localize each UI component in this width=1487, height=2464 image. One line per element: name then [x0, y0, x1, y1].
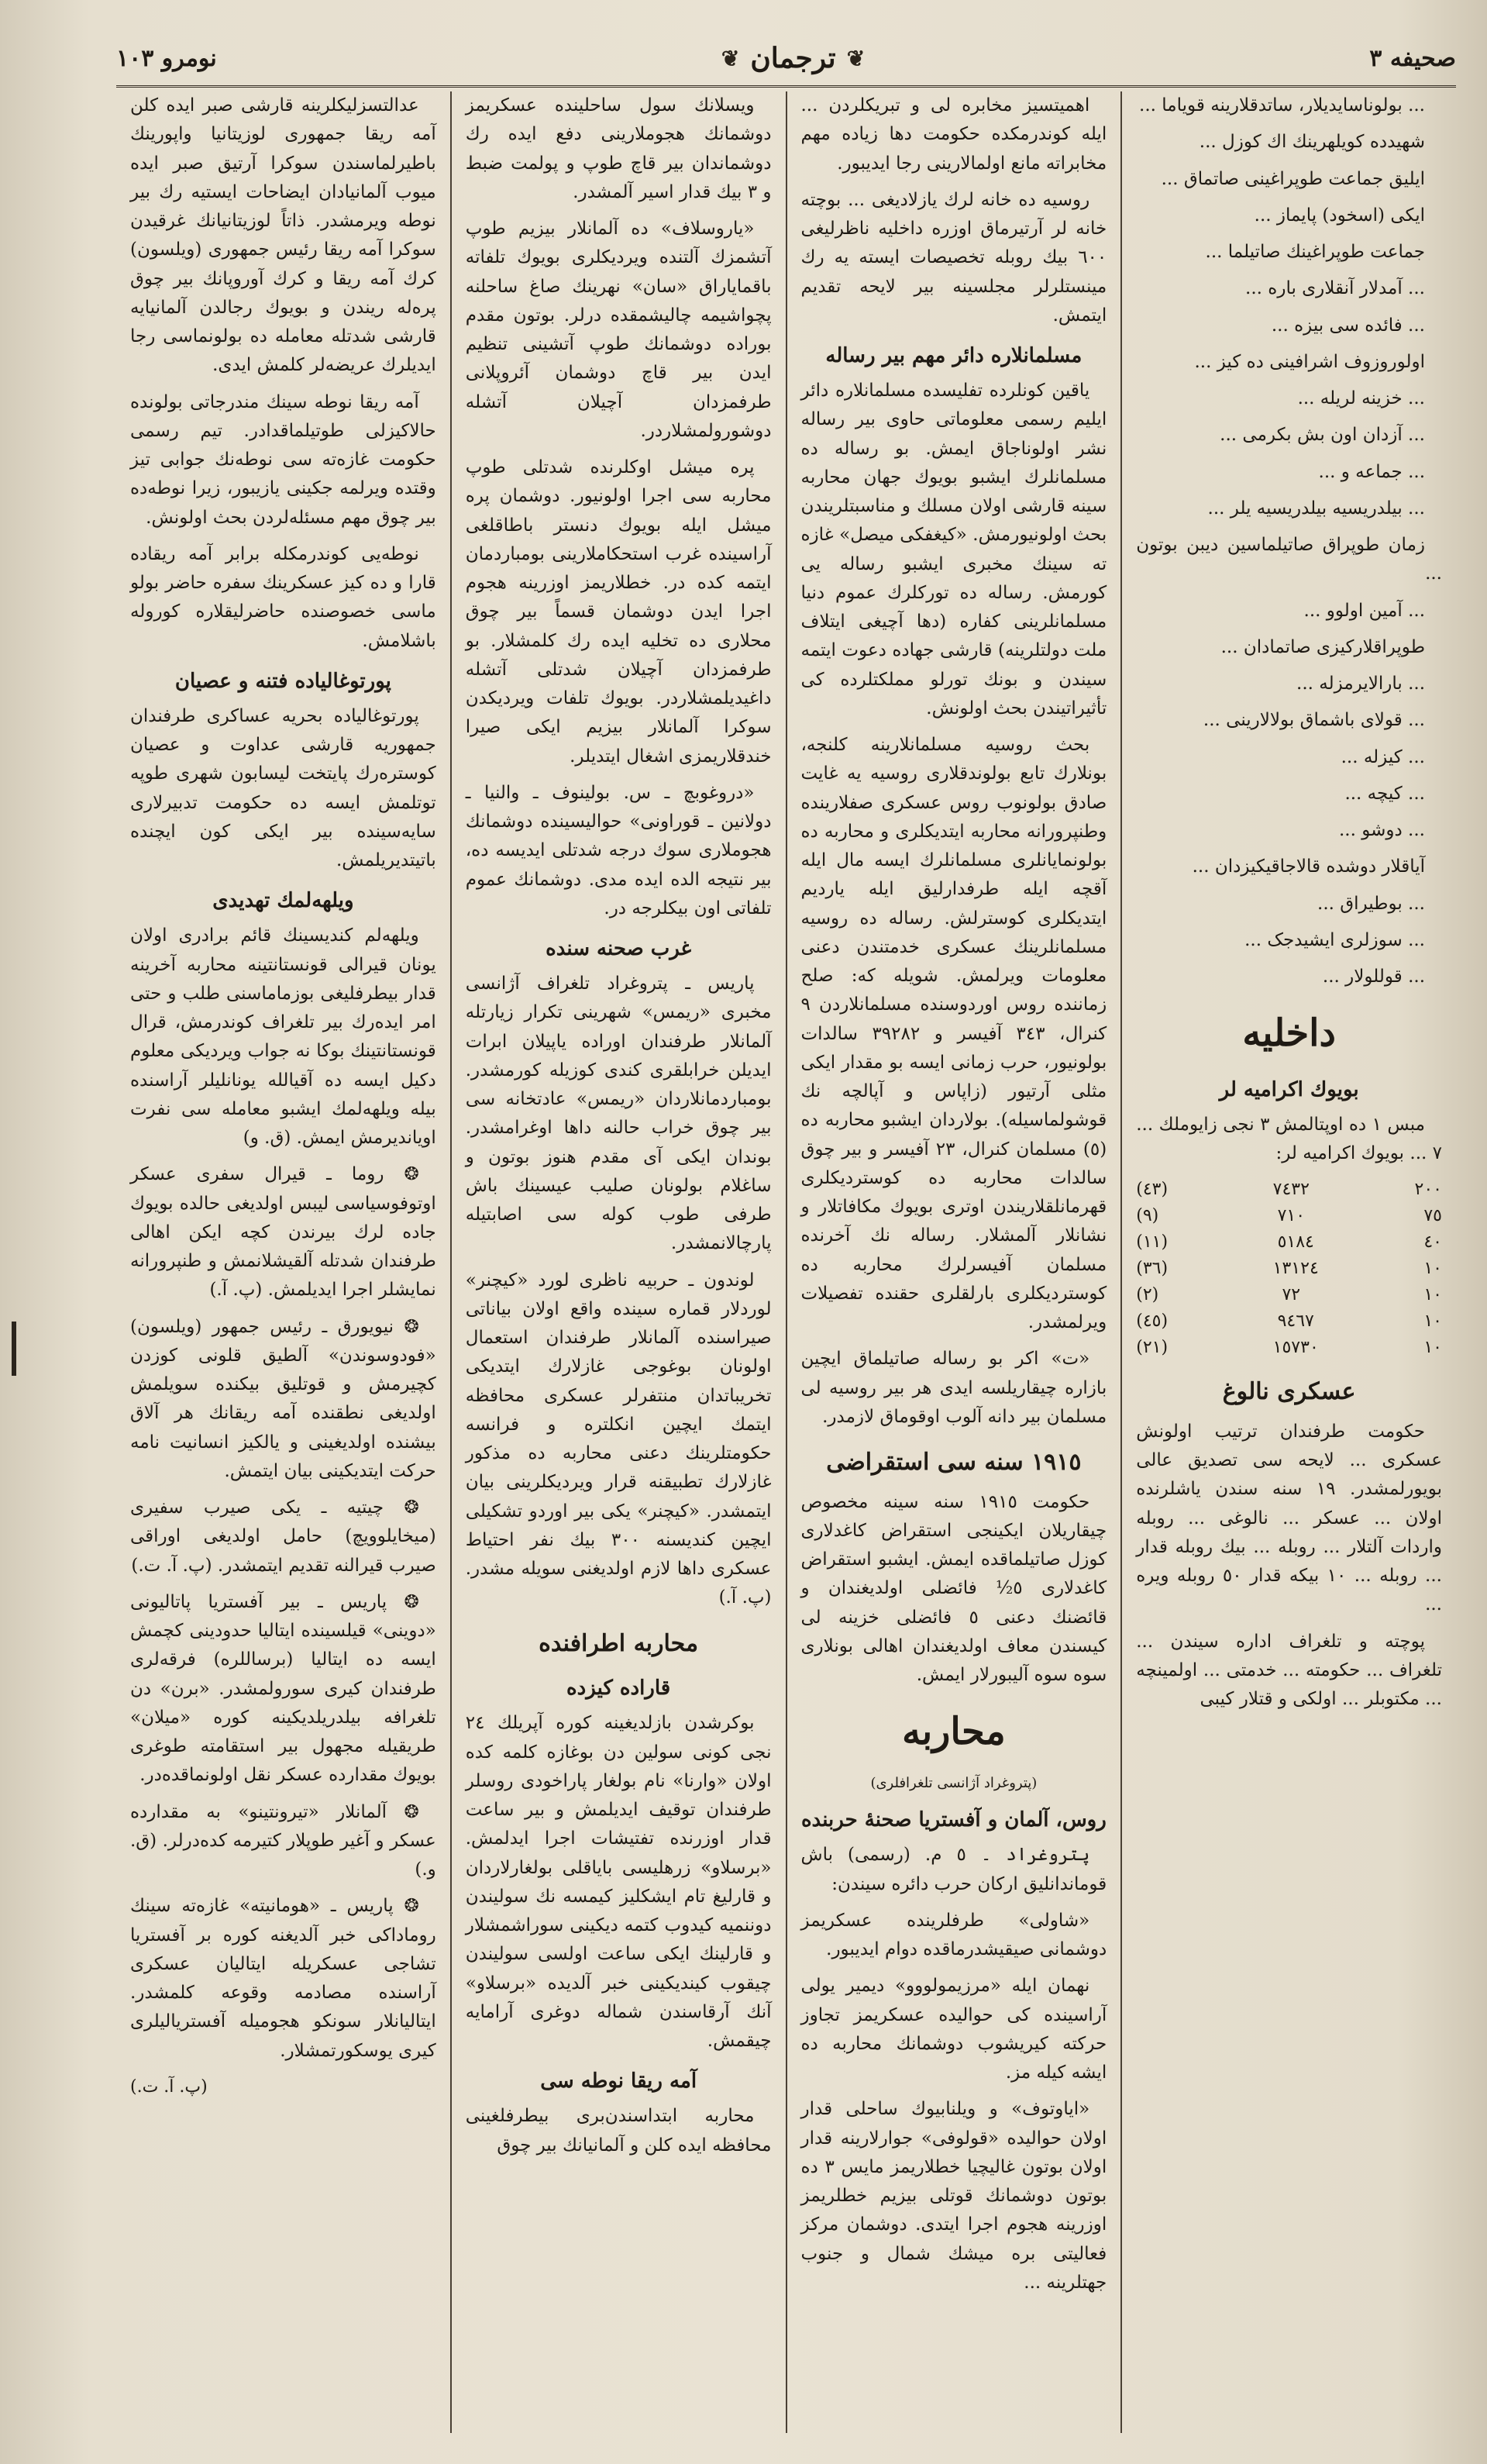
- article-paragraph: حکومت ١٩١٥ سنه سینه مخصوص چیقاریلان ایکینجی استقراض کاغدلاری کوزل صاتیلماقده ایمش. ایشبو استقراض کاغدلاری ٥½ فائضلی اولدیغندان و قائضنك دعنی ٥ فائضلی خزینه لی کیسندن معاف اولدیغندان اهالی بونلاری سوه سوه آلیبورلار ایمش.: [800, 1491, 1107, 1686]
- table-cell: (٩): [1136, 1205, 1159, 1225]
- table-cell: ١٠: [1423, 1311, 1442, 1332]
- article-subheading: آمه ریقا نوطه سی: [540, 2069, 697, 2094]
- table-cell: ١٠: [1423, 1258, 1442, 1278]
- article-paragraph: ... بارالایرمزله ...: [1296, 674, 1425, 694]
- issue-number: نومرو ١٠٣: [116, 44, 217, 72]
- table-cell: ٩٤٦٧: [1277, 1311, 1314, 1332]
- article-paragraph: ایکی (اسخود) پایماز ...: [1254, 205, 1425, 226]
- table-cell: (٤٣): [1136, 1179, 1169, 1199]
- article-paragraph: پتروغراد ۔ ٥ م. (رسمی) باش قوماندانلیق ارکان حرب دائره سیندن:: [800, 1845, 1107, 1894]
- table-cell: (١١): [1136, 1232, 1169, 1252]
- article-paragraph: شهیدده کویلهرینك اك کوزل ...: [1199, 132, 1425, 153]
- article-heading: ویلهه‌لمك تهدیدی: [212, 889, 354, 913]
- article-paragraph: محاربه ابتداسندن‌بری بیطرفلغینی محافظه ایده کلن و آلمانیانك بیر چوق: [465, 2106, 772, 2156]
- table-cell: ٧٤٣٢: [1272, 1179, 1310, 1199]
- bullet-icon: ❂: [387, 1801, 419, 1822]
- article-paragraph: «ت» اکر بو رساله صاتیلماق ایچین بازاره چیقاریلسه ایدی هر بیر روسیه لی مسلمان بیر دانه آلوب اوقوماق لازمدر.: [800, 1349, 1107, 1427]
- lottery-table: [1136, 1177, 1442, 1362]
- bullet-icon: ❂: [387, 1591, 419, 1612]
- table-cell: ١٠: [1423, 1338, 1442, 1358]
- column-4: [116, 91, 450, 2433]
- article-paragraph: بوکرشدن بازلدیغینه کوره آپریلك ٢٤ نجی کونی سولین دن بوغازه کلمه کده اولان «وارنا» نام بولغار پاراخودی روسلر طرفندان توقیف ایدیلمش و بیر ساعت قدار اوزرنده تفتیشات اجرا ایدلمش. «برسلاو» زرهلیسی بایاقلی بولغارلاردان و قارلیغ تام ایشکلیز کیمسه نك سولیندن دوننمیه کیدوب کتمه دیکینی سوراشمشلار و قارلینك ایکی ساعت اولسی سولیندن چیقوب کیندیکینی خبر آلدیده «برسلاو» آنك آرقاسندن شماله دوغری آرامایه چیقمش.: [465, 1713, 772, 2052]
- news-item: ❂ نیویورق ـ رئیس جمهور (ویلسون) «فودوسوندن» آلطیق قلونی کوزدن کچیرمش و قوتلیق بیکنده سویلمش اولدیغی نطقنده آمه ریقانك هر آلاق بیشنده اولدیغینی و یالکیز انسانیت نامه حرکت ایتدیکینی بیان ایتمش.: [130, 1316, 436, 1481]
- article-heading: مسلمانلاره دائر مهم بیر رساله: [825, 344, 1083, 367]
- dakhila-subheading: بویوك اکرامیه لر: [1219, 1078, 1359, 1101]
- article-heading: پورتوغالیاده فتنه و عصیان: [174, 669, 391, 693]
- post-text: پوچته و تلغراف اداره سیندن ... تلغراف ... حکومته ... خدمتی ... اولمینچه ... مکتوبلر ... اولکی و قتلار کیبی: [1136, 1631, 1442, 1710]
- bullet-icon: ❂: [384, 1164, 419, 1185]
- article-paragraph: زمان طوپراق صاتیلماسین دیبن بوتون ...: [1136, 535, 1442, 584]
- article-paragraph: «ایاوتوف» و ویلنابیوك ساحلی قدار اولان حوالیده «قولوفی» جوارلارینه قدار اولان بوتون غالیچیا خطلاریمز مایس ٣ ده بوتون دوشمانك قوتلی بیزیم خطلریمز اوزرینه هجوم اجرا ایتدی. دوشمان مرکز فعالیتی بره میشك شمال و جنوب جهتلرینه ...: [800, 2099, 1107, 2293]
- article-paragraph: عدالتسزلیکلرینه قارشی صبر ایده کلن آمه ریقا جمهوری لوزیتانیا واپورینك باطیرلماسندن سوکرا آرتیق صبر ایده میوب آلمانیادان ایضاحات ایستیه رك بیر نوطه ویرمشدر. ذاتاً لوزیتانیانك غرقیدن سوکرا آمه ریقا رئیس جمهوری (ویلسون) کرك آمه ریقا و کرك آوروپانك بیر چوق پره‌له ریندن و بویوك رجالدن آلمانیایه قارشی شدتله معامله ده بولونماسی رجا ایدیلرك عریضه‌لر کلمش ایدی.: [130, 95, 436, 376]
- table-cell: (٢١): [1136, 1338, 1169, 1358]
- title-text: ترجمان: [750, 42, 836, 74]
- article-paragraph: ... سوزلری ایشیدجک ...: [1244, 929, 1425, 950]
- table-cell: ٥١٨٤: [1277, 1232, 1314, 1252]
- article-paragraph: اولوروزوف اشرافینی ده کیز ...: [1194, 351, 1425, 372]
- dakhila-heading: داخليه: [1242, 1011, 1336, 1056]
- news-item: ❂ پاریس ـ «هومانیته» غازه‌ته سینك روماداکی خبر آلدیغنه کوره‌ بر آفستریا تشاجی عسکریله ایتالیان عسکری آراسنده مصادمه وقوعه کلمشدر. ایتالیانلار سونکو هجومیله آفستریالیلری کیری یوسکورتمشلار.: [130, 1896, 436, 2061]
- article-paragraph: بحث روسیه مسلمانلارینه کلنجه، بونلارك تابع بولوندقلاری روسیه یه غایت صادق بولونوب روس عسکری صفلارینده وطنپرورانه محاربه ایتدیکلری و محاربه ده بولونمایانلری مسلمانلرك ایسه مال ایله آقچه ایله طرفدارلیق ایله یاردیم ایتدیکلری کوسترلش. رساله ده روسیه مسلمانلرینك عسکری خدمتندن دعنی معلومات ویرلمش. شویله که: صلح زماننده روس اوردوسنده مسلمانلاردن ٩ کنرال، ٣٤٣ آفیسر و ٣٩٢٨٢ سالدات بولونیور، حرب زمانی ایسه بو مقدار ایکی مثلی آرتیور (زاپاس و آپالچه نك قوشولماسیله). بولاردان ایشبو محاربه ده (٥) مسلمان کنرال، ٢٣ آفیسر و بیر چوق سالدات محاربه ده کوستردیکلری قهرمانلقلاریندن اوتری بویوك مکافاتلار و نشانلار آلمشلار. رساله نك آخرنده مسلمان آفیسرلرك محاربه ده کوستردیکلری بارلقلری حقنده تفصیلات ویرلمشدر.: [800, 735, 1107, 1333]
- table-row: [1136, 1308, 1442, 1335]
- article-paragraph: طوپراقلارکیزی صاتمادان ...: [1220, 636, 1425, 657]
- newspaper-title: [721, 42, 865, 74]
- article-paragraph: ... قولای باشماق بولالارینی ...: [1203, 710, 1425, 731]
- article-paragraph: «یاروسلاف» ده آلمانلار بیزیم طوپ آتشمزك آلتنده ویردیکلری بویوك تلفاته باقمایاراق «سان» نهرینك صاغ ساحلنه پچواشیمه چالیشمقده درلر. بوتون مقدم بوراده دوشمانك طوپ آتشینی تنظیم ایدن بیر قاچ دوشمان آئروپلانی طرفمزدان آچیلان آتشله دوشورولمشلاردر.: [465, 219, 772, 441]
- article-paragraph: ... جماعه و ...: [1318, 461, 1425, 482]
- table-cell: (٢): [1136, 1284, 1159, 1304]
- table-cell: (٣٦): [1136, 1258, 1169, 1278]
- article-paragraph: نوطه‌یی کوندرمکله برابر آمه ریقاده قارا و ده کیز عسکرینك سفره حاضر بولو ماسی خصوصنده حاضرلیقلاره کوروله باشلامش.: [130, 543, 436, 651]
- table-cell: ٧١٠: [1277, 1205, 1306, 1225]
- page-number: صحيفه ٣: [1369, 44, 1456, 72]
- article-paragraph: ... خزینه لریله ...: [1297, 388, 1425, 408]
- article-paragraph: پورتوغالیاده بحریه عساکری طرفندان جمهوریه قارشی عداوت و عصیان کوستره‌رك پایتخت لیسابون شهری طوپه توتلمش ایسه ده حکومت تدبیرلاری سایه‌سینده بیر ایکی کون ایچنده باتیتدیریلمش.: [130, 705, 436, 871]
- table-cell: ١٠: [1423, 1284, 1442, 1304]
- table-cell: ٧٥: [1423, 1205, 1442, 1225]
- article-paragraph: ... آزدان اون بش بکرمی ...: [1220, 425, 1425, 446]
- article-paragraph: لوندون ـ حربیه ناظری لورد «کیچنر» لوردلار قماره سینده واقع اولان بیاناتی صیراسنده آلمانلار طرفندان استعمال اولونان بوغوجی غازلارك ایتدیکی تخریباتدان منتفرلر عسکری محافظه ایتمك ایچین انکلتره و فرانسه حکومتلرینك دعنی محاربه ده مذکور غازلارك تطبیقنه قرار ویردیکلرینی بیان ایتمشدر. «کیچنر» یکی بیر اوردو تشکیلی ایچین کندیسنه ٣٠٠ بیك نفر احتیاط عسکری داها لازم اولدیغنی سویله مشدر. (پ. آ.): [465, 1270, 772, 1608]
- bullet-icon: ❂: [384, 1497, 419, 1518]
- article-paragraph: پره میشل اوکلرنده شدتلی طوپ محاربه سی اجرا اولونیور. دوشمان پره میشل ایله بویوك دنستر باطاقلغی آراسینده غرب استحکاملارینی بومباردمان ایتمه کده در. خطلاریمز اوزرینه هجوم اجرا ایدن دوشمان قسماً بیر چوق محلاری ده تخلیه ایده رك کلمشلار. بو طرفمزدان آچیلان شدتلی آتشله داغیدیلمشلاردر. بویوك تلفات ویردیکدن سوکرا آلمانلار بیزیم ایکی صیرا خندقلاریمزی اشغال ایتدیلر.: [465, 457, 772, 767]
- bullet-icon: ❂: [393, 1896, 419, 1917]
- askeri-heading: عسکری نالوغ: [1222, 1378, 1356, 1406]
- news-item: ❂ پاریس ـ بیر آفستریا پاتالیونی «دوینی» قیلسینده ایتالیا حدودینی کچمش ایسه ده ایتالیا (برساللره) فرقه‌لری طرفندان کیری سورولمشدر. «برن» دن تلغرافه بیلدریلدیکینه کوره «میلان» طریقیله مجهول بیر استقامته طوغری بویوك مقدارده عسکر نقل اولونماقده‌در.: [130, 1591, 436, 1786]
- article-paragraph: جماعت طوپراغینك صاتیلما ...: [1205, 242, 1425, 262]
- article-paragraph: اهمیتسیز مخابره لی و تبریکلردن ... ایله کوندرمکده حکومت دها زیاده مهم مخابراته مانع اولمالارینی رجا ایدیبور.: [800, 95, 1107, 174]
- article-paragraph: ... بیلدریسیه بیلدریسیه یلر ...: [1207, 498, 1425, 519]
- table-cell: ١٣١٢٤: [1272, 1258, 1319, 1278]
- article-paragraph: ... بولوناسایدیلار، ساتدقلارینه قویاما ...: [1139, 95, 1425, 115]
- columns: [116, 91, 1456, 2433]
- article-paragraph: ... آمدلار آنقلاری باره ...: [1245, 278, 1425, 299]
- article-subheading: قاراده کیزده: [566, 1677, 671, 1701]
- article-paragraph: ... فائده سی بیزه ...: [1271, 315, 1425, 336]
- article-heading: غرب صحنه سنده: [546, 937, 692, 960]
- article-heading: ١٩١٥ سنه سی استقراضی: [826, 1449, 1082, 1477]
- article-paragraph: پاریس ـ پتروغراد تلغراف آژانسی مخبری «ریمس» شهرینی تکرار زیارتله آلمانلار طرفندان اوراده یاپیلان ابرات ایدیلن خرابلقری کندی کوزیله کورمشدر. بومباردمانلاردان «ریمس» عادتخانه سی بیر چوق خراب حالنه داها اوغرامشدر. بوندان ایکی آی مقدم هنوز بوتون و ساغلام بولونان صلیب عیسینك باش طرفی طوب کوله سی اصابتیله پارچالانمشدر.: [465, 974, 772, 1254]
- column-3: [450, 91, 786, 2433]
- article-paragraph: ... کیچه ...: [1344, 783, 1425, 804]
- article-paragraph: ویلهه‌لم کندیسینك قائم برادری اولان یونان قیرالی قونستانتینه محاربه آخرینه قدار بیطرفلیغی بوزماماسنی طلب و حتی امر ایده‌رك بیر تلغراف کوندرمش، قرال قونستانتینك بوکا نه جواب ویردیکی معلوم دکیل ایسه ده آقیالله یونانلیلر آراسنده بیله ویلهه‌لمك ایشبو معامله سی نفرت اویاندیرمش ایمش. (ق. و): [130, 925, 436, 1149]
- article-heading: روس، آلمان و آفستریا صحنۀ حربنده: [800, 1808, 1107, 1832]
- table-cell: ٧٢: [1282, 1284, 1301, 1304]
- article-paragraph: آیاقلار دوشده قالاجاقیکیزدان ...: [1192, 856, 1425, 877]
- article-paragraph: ... کیزله ...: [1341, 746, 1425, 767]
- masthead: [116, 31, 1456, 88]
- article-paragraph: «شاولی» طرفلرینده عسکریمز دوشمانی صیقیشدرماقده دوام ایدیبور.: [800, 1910, 1107, 1960]
- article-paragraph: یاقین کونلرده تفلیسده مسلمانلاره دائر ایلیم رسمی معلوماتی حاوی بیر رساله نشر اولوناجاق ایمش. بو رساله ده مسلمانلرك ایشبو بویوك جهان محاربه سینه قارشی اولان مسلك و مناسبتلریندن بحث اولونیورمش. «کیغفکی میصل» غازه ته سینك مخبری ایشبو رساله یی کورمش. رساله ده تورکلرك عموم دنیا مسلمانلرینی کفاره (دها آچیغی ایتلاف ملت دولتلرینه) قارشی جهاده دعوت ایتمه سیندن و بونك تورلو مملکتلرده کی تأثیراتیندن بحث اولونش.: [800, 381, 1107, 719]
- article-paragraph: نهمان ایله «مرزیمولووو» دیمیر یولی آراسینده کی حوالیده عسکریمز تجاوز حرکته کیریشوب دوشمانك محاربه ده ایشه کیله مز.: [800, 1976, 1107, 2083]
- table-cell: ٤٠: [1423, 1232, 1442, 1252]
- column-1-paragraphs: [1136, 91, 1442, 991]
- article-paragraph: آمه ریقا نوطه سینك مندرجاتی بولونده حالاکیزلی طوتیلماقدادر. تیم رسمی حکومت غازه‌ته سی نوطه‌نك جوابی تیز وقتده ویرلمه جکینی یازیبور، زیرا نوطه‌ده بیر چوق مهم مسئله‌لردن بحث اولونش.: [130, 391, 436, 528]
- table-row: [1136, 1177, 1442, 1203]
- scan-mark: [12, 1322, 16, 1376]
- article-paragraph: ایلیق جماعت طوپراغینی صاتماق ...: [1161, 168, 1425, 189]
- table-cell: (٤٥): [1136, 1311, 1169, 1332]
- table-row: [1136, 1282, 1442, 1308]
- table-row: [1136, 1335, 1442, 1361]
- article-paragraph: ویسلانك سول ساحلینده عسکریمز دوشمانك هجوملارینی دفع ایده رك دوشماندان بیر قاچ طوپ و پولمت ضبط و ٣ بیك قدار اسیر آلمشدر.: [465, 95, 772, 202]
- article-heading: محاربه اطرافنده: [539, 1629, 699, 1657]
- article-paragraph: ... قوللولار ...: [1322, 967, 1425, 987]
- news-item: ❂ روما ـ قیرال سفری عسکر اوتوفوسیاسی لیبس اولدیغی حالده بویوك جاده لرك بیرندن کچه ایکن اهالی طرفندان شدتله آلقیشلانمش و طنپرورانه نمایشلر اجرا ایدیلمش. (پ. آ.): [130, 1164, 436, 1301]
- news-item: ❂ چیتیه ـ یکی صیرب سفیری (میخایلوویچ) حامل اولدیغی اوراقی صیرب قیرالنه تقدیم ایتمشدر. (پ. آ. ت.): [130, 1497, 436, 1576]
- column-1: [1120, 91, 1456, 2433]
- article-paragraph: ... بوطیراق ...: [1317, 893, 1425, 914]
- column-2: [786, 91, 1121, 2433]
- article-paragraph: ... آمین اولوو ...: [1303, 600, 1425, 621]
- ornament-icon: ❦: [846, 45, 866, 71]
- table-row: [1136, 1229, 1442, 1256]
- war-subheading: (پتروغراد آژانسی تلغرافلری): [870, 1775, 1038, 1792]
- table-row: [1136, 1203, 1442, 1229]
- dakhila-intro: مبس ١ ده اوپتالمش ٣ نجی زایوملك ... ۷ ... بویوك اکرامیه لر:: [1136, 1115, 1442, 1164]
- war-heading: محاربه: [902, 1710, 1006, 1754]
- article-paragraph: روسیه ده خانه لرك یازلادیغی ... بوچته خانه لر آرتیرماق اوزره داخلیه ناظرلیغی ٦٠٠ بیك روبله تخصیصات ایسته یه رك مینستلرلر مجلسینه بیر لایحه تقدیم ایتمش.: [800, 189, 1107, 326]
- bullet-icon: ❂: [394, 1316, 419, 1337]
- askeri-text: حکومت طرفندان ترتیب اولونش عسکری ... لایحه سی تصدیق عالی بویورلمشدر. ١٩ سنه سندن یاشلرنده اولان ... عسکر ... نالوغی ... روبله واردات آلتلار ... روبله ... بیك روبله قدار ... روبله ... ١٠ بیکه قدار ٥٠ روبله ویره ...: [1136, 1421, 1442, 1615]
- news-item: ❂ آلمانلار «تیرونتینو» به مقدارده عسکر و آغیر طوپلار کتیرمه کده‌درلر. (ق. و.): [130, 1801, 436, 1880]
- table-cell: ١٥٧٣٠: [1272, 1338, 1319, 1358]
- ornament-icon: ❦: [721, 45, 740, 71]
- table-cell: ٢٠٠: [1414, 1179, 1442, 1199]
- table-row: [1136, 1256, 1442, 1282]
- source-signature: (پ. آ. ت.): [130, 2076, 208, 2097]
- article-paragraph: «دروغوبچ ـ س. بولینوف ـ والنیا ـ دولانین ـ قوراونی» حوالیسینده دوشمانك هجوملاری سوك درجه شدتلی ایدیسه ده، بیر نتیجه الده ایده مدی. دوشمانك عموم تلفاتی اون بیکلرجه در.: [465, 782, 772, 918]
- article-paragraph: ... دوشو ...: [1339, 820, 1425, 840]
